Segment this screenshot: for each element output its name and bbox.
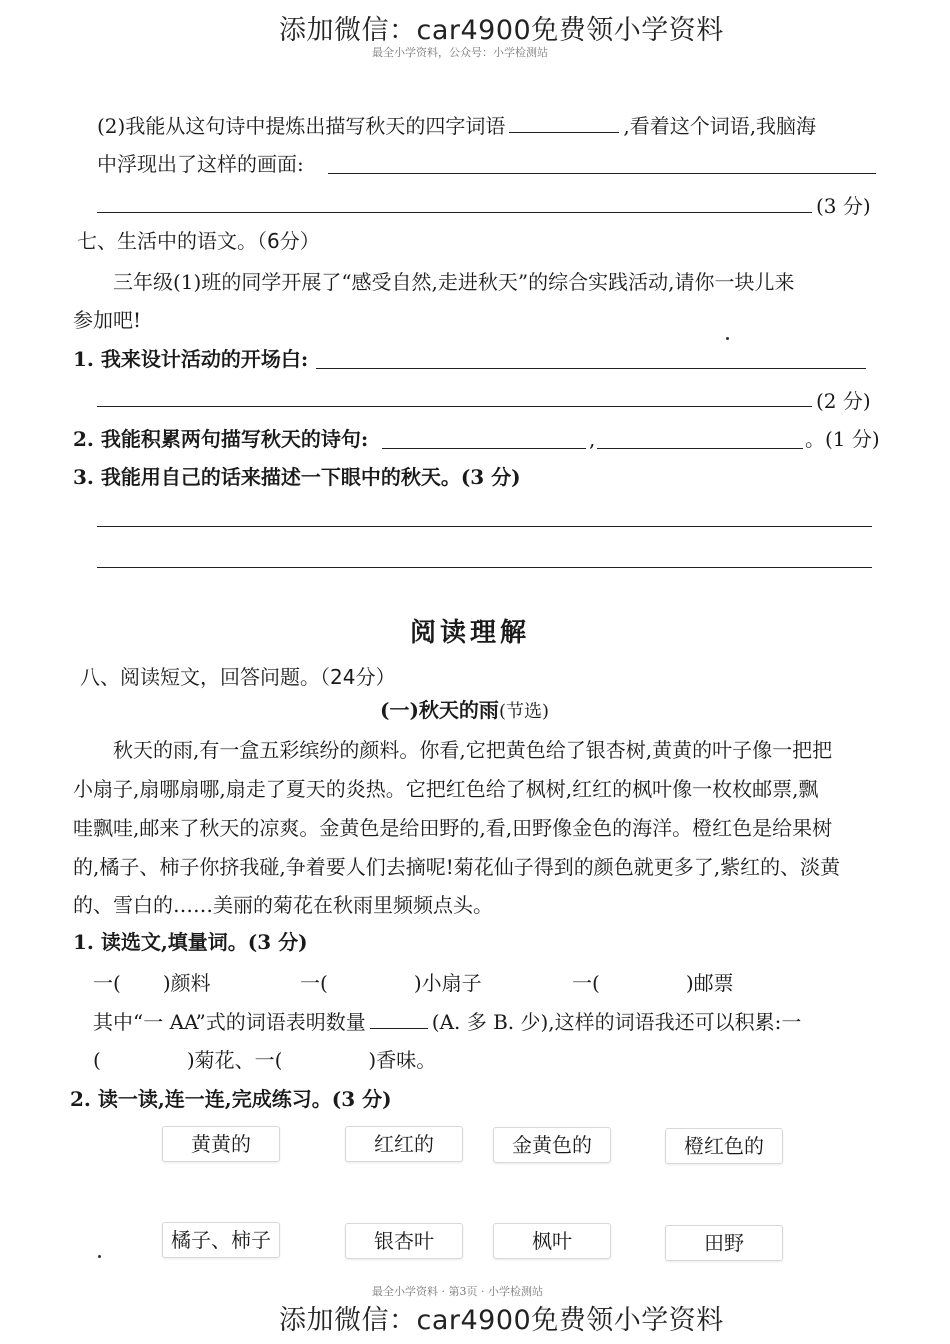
s7-q1-score: (2 分) [816,389,871,413]
match-word-top[interactable]: 红红的 [345,1126,463,1162]
s7-q2: 2. 我能积累两句描写秋天的诗句: [73,427,369,451]
passage-line: 小扇子,扇哪扇哪,扇走了夏天的炎热。它把红色给了枫树,红红的枫叶像一枚枚邮票,飘 [73,777,819,801]
answer-line[interactable] [97,567,872,568]
reading-title: 阅读理解 [410,618,531,648]
match-word-bottom[interactable]: 田野 [665,1225,783,1261]
fill-c: 一( )邮票 [572,971,734,995]
q6-2-score: (3 分) [816,194,871,218]
match-word-top[interactable]: 金黄色的 [493,1127,611,1163]
passage-line: 哇飘哇,邮来了秋天的凉爽。金黄色是给田野的,看,田野像金色的海洋。橙红色是给果树 [73,816,833,840]
match-word-top[interactable]: 橙红色的 [665,1128,783,1164]
s7-q2-comma: , [589,427,596,451]
answer-line[interactable] [316,368,866,369]
fill-a: 一( )颜料 [93,971,211,995]
speck [98,1255,101,1258]
s7-q1: 1. 我来设计活动的开场白: [73,347,309,371]
s8-q1: 1. 读选文,填量词。(3 分) [73,930,308,954]
aa-line-2: ( )菊花、一( )香味。 [93,1048,437,1072]
q6-2-line2: 中浮现出了这样的画面: [97,152,304,176]
match-word-bottom[interactable]: 枫叶 [493,1223,611,1259]
passage-line: 秋天的雨,有一盒五彩缤纷的颜料。你看,它把黄色给了银杏树,黄黄的叶子像一把把 [113,738,833,762]
answer-line[interactable] [97,406,812,407]
passage-title: (一)秋天的雨(节选) [380,698,549,722]
s8-q2: 2. 读一读,连一连,完成练习。(3 分) [70,1087,392,1111]
passage-line: 的、雪白的……美丽的菊花在秋雨里频频点头。 [73,893,493,917]
q6-2-line1: (2)我能从这句诗中提炼出描写秋天的四字词语 ,看着这个词语,我脑海 [97,114,817,138]
match-word-top[interactable]: 黄黄的 [162,1126,280,1162]
fill-b: 一( )小扇子 [300,971,482,995]
section7-heading: 七、生活中的语文。（6分） [77,229,320,253]
answer-line[interactable] [382,448,586,449]
answer-line[interactable] [597,448,803,449]
match-word-bottom[interactable]: 银杏叶 [345,1223,463,1259]
answer-line[interactable] [328,173,876,174]
s7-q3: 3. 我能用自己的话来描述一下眼中的秋天。(3 分) [73,465,521,489]
speck [726,337,729,340]
s7-q2-end: 。(1 分) [805,427,880,451]
header-note: 最全小学资料，公众号：小学检测站 [372,46,548,59]
answer-line[interactable] [97,526,872,527]
match-word-bottom[interactable]: 橘子、柿子 [162,1222,280,1258]
answer-line[interactable] [97,212,812,213]
section7-intro-cont: 参加吧! [73,308,142,332]
footer-note: 最全小学资料 · 第3页 · 小学检测站 [372,1285,543,1298]
passage-line: 的,橘子、柿子你挤我碰,争着要人们去摘呢!菊花仙子得到的颜色就更多了,紫红的、淡黄 [73,855,841,879]
watermark-top: 添加微信：car4900免费领小学资料 [279,15,724,46]
aa-line: 其中“一 AA”式的词语表明数量 (A. 多 B. 少),这样的词语我还可以积累:一 [93,1010,802,1034]
section7-intro: 三年级(1)班的同学开展了“感受自然,走进秋天”的综合实践活动,请你一块儿来 [113,270,795,294]
watermark-bottom: 添加微信：car4900免费领小学资料 [279,1305,724,1336]
section8-heading: 八、阅读短文，回答问题。（24分） [80,665,396,689]
